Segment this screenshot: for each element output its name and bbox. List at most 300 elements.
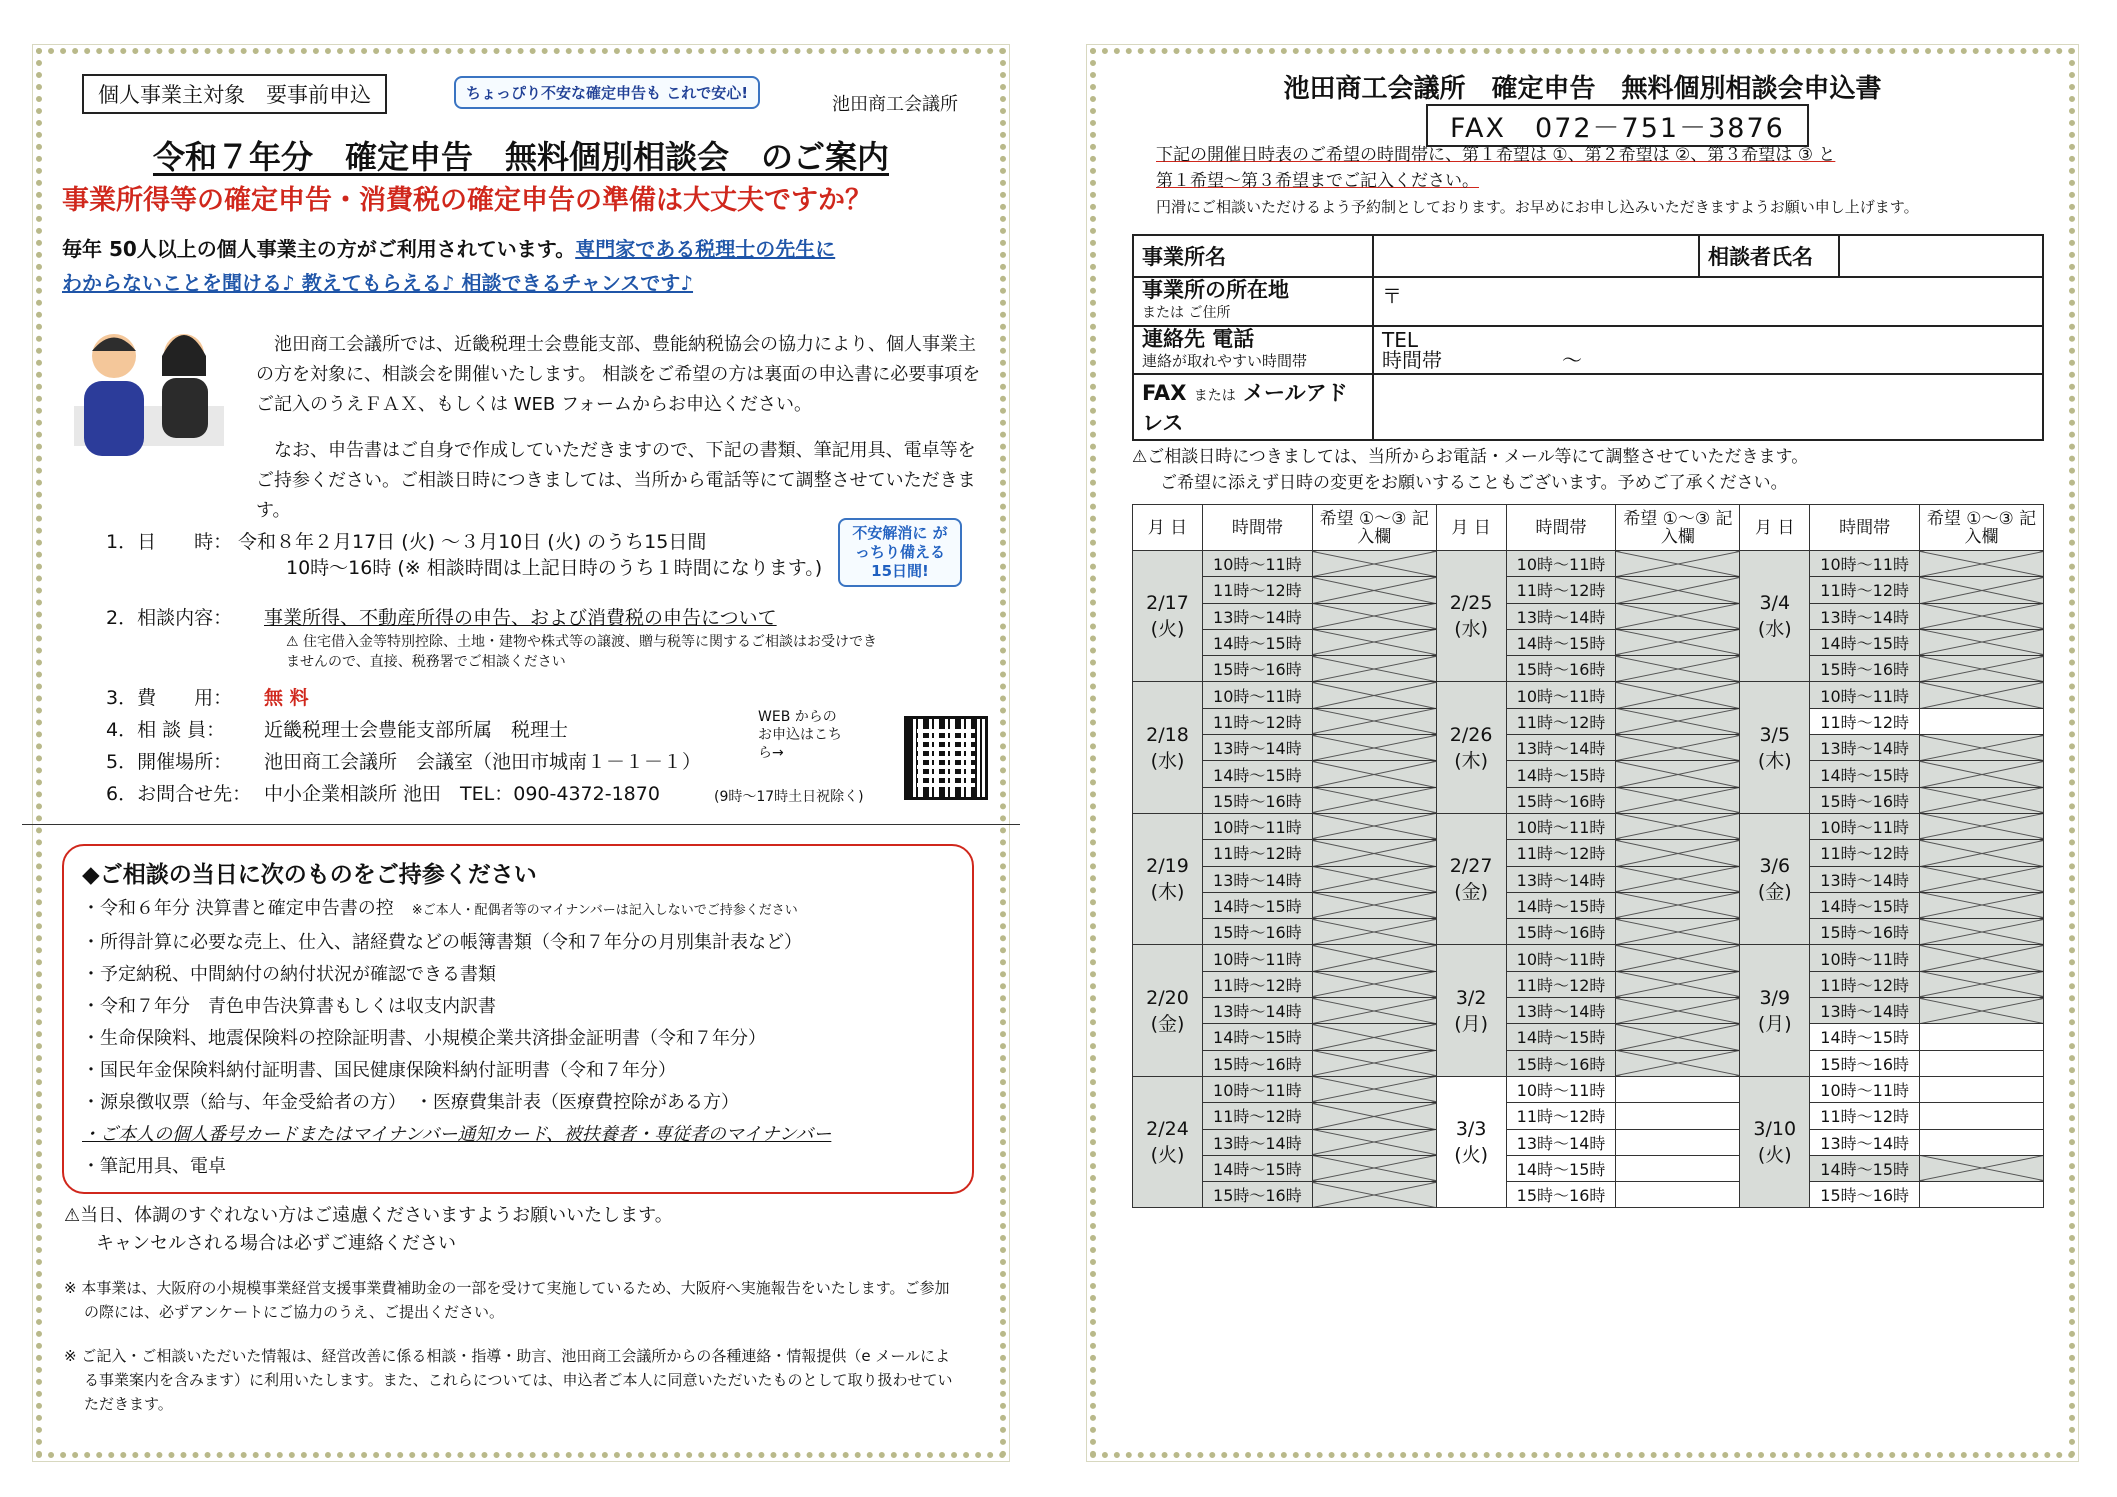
bring-item [82, 893, 954, 927]
wish-unavailable [1616, 629, 1740, 655]
wish-unavailable [1920, 735, 2044, 761]
day-weekday: (金) [1150, 1012, 1185, 1035]
wish-unavailable [1920, 1155, 2044, 1181]
time-slot: 13時～14時 [1810, 866, 1920, 892]
time-slot: 10時～11時 [1506, 1076, 1616, 1102]
time-slot: 10時～11時 [1506, 945, 1616, 971]
wish-input[interactable] [1920, 1103, 2044, 1129]
day-weekday: (金) [1757, 881, 1792, 904]
time-slot: 10時～11時 [1202, 1076, 1312, 1102]
time-slot: 14時～15時 [1506, 1024, 1616, 1050]
wish-unavailable [1920, 682, 2044, 708]
schedule-day [1436, 945, 1506, 1076]
caution-block [64, 1202, 673, 1258]
fee-value: 無 料 [264, 687, 309, 709]
time-slot: 13時～14時 [1202, 866, 1312, 892]
wish-unavailable [1312, 866, 1436, 892]
bring-item: ・生命保険料、地震保険料の控除証明書、小規模企業共済掛金証明書（令和７年分） [82, 1028, 766, 1049]
advisor-value: 近畿税理士会豊能支部所属 税理士 [264, 719, 569, 741]
day-weekday: (火) [1150, 1144, 1185, 1167]
fee-label: 3．費 用： [106, 687, 233, 709]
schedule-body [1133, 551, 2044, 1208]
schedule-row [1133, 945, 2044, 971]
wish-unavailable [1920, 971, 2044, 997]
wish-unavailable [1616, 919, 1740, 945]
schedule-row [1133, 1182, 2044, 1208]
bring-item: ・令和７年分 青色申告決算書もしくは収支内訳書 [82, 996, 496, 1017]
time-slot: 14時～15時 [1506, 1155, 1616, 1181]
name-label: 相談者氏名 [1699, 235, 1839, 277]
wish-unavailable [1312, 919, 1436, 945]
wish-unavailable [1616, 577, 1740, 603]
time-slot: 10時～11時 [1202, 551, 1312, 577]
wish-input[interactable] [1920, 1050, 2044, 1076]
reassure-badge: ちょっぴり不安な確定申告も これで安心! [454, 76, 760, 109]
time-slot: 14時～15時 [1810, 1155, 1920, 1181]
day-weekday: (水) [1454, 618, 1489, 641]
schedule-notice [1132, 444, 1808, 496]
header-day: 月 日 [1740, 505, 1810, 551]
schedule-row [1133, 1103, 2044, 1129]
time-slot: 14時～15時 [1202, 892, 1312, 918]
time-slot: 15時～16時 [1202, 1050, 1312, 1076]
header-wish: 希望 ①～③ 記入欄 [1920, 505, 2044, 551]
fax-email-input[interactable] [1373, 374, 2043, 440]
lead-line-2: わからないことを聞ける♪ 教えてもらえる♪ 相談できるチャンスです♪ [62, 271, 694, 295]
time-slot: 14時～15時 [1506, 892, 1616, 918]
time-slot: 14時～15時 [1810, 1024, 1920, 1050]
day-date: 3/9 [1759, 986, 1791, 1009]
tel-label: TEL [1382, 328, 1418, 352]
wish-unavailable [1920, 603, 2044, 629]
target-label: 個人事業主対象 要事前申込 [82, 74, 387, 114]
wish-unavailable [1616, 945, 1740, 971]
schedule-row [1133, 840, 2044, 866]
time-slot: 13時～14時 [1506, 998, 1616, 1024]
header-day: 月 日 [1436, 505, 1506, 551]
wish-unavailable [1312, 656, 1436, 682]
advisor-label: 4．相 談 員： [106, 719, 226, 741]
wish-unavailable [1312, 708, 1436, 734]
schedule-row [1133, 603, 2044, 629]
schedule-row [1133, 1155, 2044, 1181]
name-input[interactable] [1839, 235, 2043, 277]
time-slot: 15時～16時 [1506, 1050, 1616, 1076]
schedule-row [1133, 787, 2044, 813]
wish-unavailable [1312, 945, 1436, 971]
schedule-row [1133, 813, 2044, 839]
application-page [1090, 48, 2075, 1458]
schedule-row [1133, 682, 2044, 708]
wish-unavailable [1920, 629, 2044, 655]
schedule-row [1133, 1076, 2044, 1102]
wish-unavailable [1920, 945, 2044, 971]
day-weekday: (木) [1454, 749, 1489, 772]
time-slot: 15時～16時 [1810, 919, 1920, 945]
schedule-day [1740, 1076, 1810, 1207]
time-slot: 11時～12時 [1202, 708, 1312, 734]
phone-input[interactable] [1373, 326, 2043, 374]
wish-unavailable [1312, 1155, 1436, 1181]
office-label: 事業所名 [1133, 235, 1373, 277]
bring-items-box [62, 844, 974, 1194]
venue-value: 池田商工会議所 会議室（池田市城南１－１－１） [264, 751, 702, 773]
time-slot: 15時～16時 [1506, 1182, 1616, 1208]
wish-unavailable [1920, 787, 2044, 813]
wish-unavailable [1312, 1182, 1436, 1208]
wish-unavailable [1920, 866, 2044, 892]
time-slot: 15時～16時 [1506, 919, 1616, 945]
wish-unavailable [1312, 840, 1436, 866]
time-slot: 14時～15時 [1202, 629, 1312, 655]
time-slot: 13時～14時 [1506, 1129, 1616, 1155]
wish-unavailable [1312, 1024, 1436, 1050]
time-slot: 13時～14時 [1810, 603, 1920, 629]
time-slot: 11時～12時 [1810, 840, 1920, 866]
woman-body [162, 378, 208, 438]
schedule-day [1436, 682, 1506, 813]
wish-unavailable [1616, 708, 1740, 734]
schedule-day [1133, 813, 1203, 944]
header-time: 時間帯 [1810, 505, 1920, 551]
day-date: 3/3 [1455, 1118, 1487, 1141]
fax-email-label [1133, 374, 1373, 440]
wish-unavailable [1312, 1103, 1436, 1129]
day-date: 2/27 [1449, 855, 1493, 878]
time-slot: 15時～16時 [1202, 656, 1312, 682]
time-slot: 13時～14時 [1810, 1129, 1920, 1155]
day-weekday: (水) [1757, 618, 1792, 641]
lead-line-1: 毎年 50人以上の個人事業主の方がご利用されています。 [62, 237, 576, 261]
time-slot: 14時～15時 [1810, 761, 1920, 787]
day-date: 2/24 [1146, 1118, 1189, 1141]
header-time: 時間帯 [1202, 505, 1312, 551]
day-weekday: (火) [1757, 1144, 1792, 1167]
time-slot: 11時～12時 [1506, 708, 1616, 734]
schedule-day [1133, 1076, 1203, 1207]
time-slot: 13時～14時 [1202, 998, 1312, 1024]
caution-line-2: キャンセルされる場合は必ずご連絡ください [96, 1233, 456, 1254]
instruction-line-1: 下記の開催日時表のご希望の時間帯に、第１希望は ①、第２希望は ②、第３希望は ③ と [1156, 145, 1836, 165]
time-slot: 15時～16時 [1202, 787, 1312, 813]
contact-label [1133, 326, 1373, 374]
schedule-day [1133, 682, 1203, 813]
schedule-row [1133, 892, 2044, 918]
form-title: 池田商工会議所 確定申告 無料個別相談会申込書 [1283, 74, 1882, 104]
schedule-row [1133, 708, 2044, 734]
schedule-row [1133, 735, 2044, 761]
wish-unavailable [1312, 682, 1436, 708]
instruction-line-2: 第１希望～第３希望までご記入ください。 [1156, 171, 1479, 191]
time-slot: 13時～14時 [1810, 998, 1920, 1024]
date-badge: 不安解消に がっちり備える 15日間! [838, 518, 962, 587]
wish-unavailable [1616, 1024, 1740, 1050]
bring-item: ・所得計算に必要な売上、仕入、諸経費などの帳簿書類（令和７年分の月別集計表など） [82, 932, 802, 953]
bring-item: ・筆記用具、電卓 [82, 1156, 226, 1177]
day-weekday: (木) [1757, 749, 1792, 772]
wish-unavailable [1920, 998, 2044, 1024]
footnote-1: ※ 本事業は、大阪府の小規模事業経営支援事業費補助金の一部を受けて実施しているため、大阪府へ実施報告をいたします。ご参加の際には、必ずアンケートにご協力のうえ、ご提出ください。 [64, 1279, 950, 1321]
time-slot: 13時～14時 [1202, 735, 1312, 761]
day-weekday: (金) [1454, 881, 1489, 904]
wish-input[interactable] [1920, 1024, 2044, 1050]
schedule-row [1133, 551, 2044, 577]
bring-heading: ◆ご相談の当日に次のものをご持参ください [82, 862, 537, 888]
header-time: 時間帯 [1506, 505, 1616, 551]
time-slot: 11時～12時 [1810, 708, 1920, 734]
bring-item-note: ※ご本人・配偶者等のマイナンバーは記入しないでご持参ください [411, 903, 798, 918]
wish-unavailable [1616, 603, 1740, 629]
web-label: WEB からの お申込はこちら→ [758, 709, 842, 761]
wish-unavailable [1920, 577, 2044, 603]
day-date: 2/26 [1449, 723, 1493, 746]
wish-input[interactable] [1920, 1129, 2044, 1155]
day-weekday: (火) [1150, 618, 1185, 641]
day-date: 3/2 [1455, 986, 1487, 1009]
wish-unavailable [1616, 656, 1740, 682]
bring-item: ・国民年金保険料納付証明書、国民健康保険料納付証明書（令和７年分） [82, 1060, 676, 1081]
schedule-day [1740, 945, 1810, 1076]
time-slot: 11時～12時 [1810, 1103, 1920, 1129]
day-date: 3/5 [1759, 723, 1791, 746]
wish-unavailable [1920, 551, 2044, 577]
applicant-form [1132, 234, 2044, 441]
instructions [1156, 142, 1919, 220]
wish-unavailable [1312, 787, 1436, 813]
schedule-table [1132, 504, 2044, 1208]
bring-list [82, 893, 954, 1183]
contact-label: 6．お問合せ先： [106, 783, 252, 805]
schedule-day [1436, 551, 1506, 682]
time-slot: 15時～16時 [1506, 656, 1616, 682]
wish-input[interactable] [1616, 1182, 1740, 1208]
schedule-day [1133, 945, 1203, 1076]
caution-line-1: ⚠当日、体調のすぐれない方はご遠慮くださいますようお願いいたします。 [64, 1205, 673, 1226]
wish-unavailable [1920, 919, 2044, 945]
wish-unavailable [1312, 892, 1436, 918]
day-date: 2/19 [1146, 855, 1189, 878]
timeband-label: 時間帯 [1382, 348, 1442, 372]
time-slot: 15時～16時 [1810, 1050, 1920, 1076]
day-weekday: (木) [1150, 881, 1185, 904]
wish-unavailable [1616, 813, 1740, 839]
wish-unavailable [1312, 1076, 1436, 1102]
time-slot: 10時～11時 [1506, 682, 1616, 708]
time-slot: 13時～14時 [1202, 603, 1312, 629]
schedule-day [1436, 813, 1506, 944]
schedule-row [1133, 629, 2044, 655]
schedule-row [1133, 1050, 2044, 1076]
wish-unavailable [1312, 971, 1436, 997]
schedule-day [1740, 682, 1810, 813]
day-weekday: (月) [1757, 1012, 1792, 1035]
time-slot: 14時～15時 [1810, 892, 1920, 918]
fax-number: FAX 072－751－3876 [1426, 104, 1809, 147]
time-slot: 14時～15時 [1202, 761, 1312, 787]
content-label: 2．相談内容： [106, 607, 233, 629]
time-slot: 10時～11時 [1810, 813, 1920, 839]
schedule-row [1133, 761, 2044, 787]
page-subtitle: 事業所得等の確定申告・消費税の確定申告の準備は大丈夫ですか？ [62, 185, 872, 216]
divider [22, 824, 1020, 825]
footnote-2: ※ ご記入・ご相談いただいた情報は、経営改善に係る相談・指導・助言、池田商工会議所からの各種連絡・情報提供（e メールによる事業案内を含みます）に利用いたします。また、これらについては、申込者ご本人に同意いただいたものとして取り扱わせていただきます。 [64, 1347, 953, 1413]
contact-value: 中小企業相談所 池田 TEL：090-4372-1870 [264, 783, 660, 805]
wish-unavailable [1312, 1050, 1436, 1076]
contact-label-sub: 連絡が取れやすい時間帯 [1142, 352, 1308, 370]
schedule-day [1436, 1076, 1506, 1207]
woman-hair [162, 335, 206, 376]
day-weekday: (火) [1454, 1144, 1489, 1167]
wish-unavailable [1616, 1050, 1740, 1076]
time-slot: 13時～14時 [1506, 603, 1616, 629]
time-slot: 15時～16時 [1810, 656, 1920, 682]
wish-unavailable [1312, 735, 1436, 761]
wish-unavailable [1616, 761, 1740, 787]
time-slot: 10時～11時 [1810, 551, 1920, 577]
wish-unavailable [1312, 998, 1436, 1024]
time-slot: 13時～14時 [1506, 866, 1616, 892]
bring-item-text: ・令和６年分 決算書と確定申告書の控 [82, 898, 394, 919]
time-slot: 15時～16時 [1810, 787, 1920, 813]
time-slot: 11時～12時 [1810, 971, 1920, 997]
header-wish: 希望 ①～③ 記入欄 [1616, 505, 1740, 551]
address-input[interactable] [1373, 277, 2043, 326]
header-wish: 希望 ①～③ 記入欄 [1312, 505, 1436, 551]
wish-input[interactable] [1920, 708, 2044, 734]
time-slot: 11時～12時 [1506, 1103, 1616, 1129]
wish-unavailable [1616, 735, 1740, 761]
office-input[interactable] [1373, 235, 1699, 277]
wish-unavailable [1616, 892, 1740, 918]
day-weekday: (月) [1454, 1012, 1489, 1035]
day-date: 2/17 [1146, 592, 1189, 615]
info-page [36, 48, 1006, 1458]
tilde-mark: ～ [1562, 348, 1582, 372]
schedule-header-row [1133, 505, 2044, 551]
day-date: 3/10 [1753, 1118, 1797, 1141]
bring-item: ・源泉徴収票（給与、年金受給者の方） ・医療費集計表（医療費控除がある方） [82, 1092, 739, 1113]
wish-unavailable [1920, 656, 2044, 682]
schedule-row [1133, 919, 2044, 945]
time-slot: 10時～11時 [1202, 813, 1312, 839]
wish-unavailable [1312, 551, 1436, 577]
header-day: 月 日 [1133, 505, 1203, 551]
schedule-row [1133, 998, 2044, 1024]
time-slot: 11時～12時 [1506, 840, 1616, 866]
contact-label-main: 連絡先 電話 [1142, 327, 1255, 351]
day-date: 3/6 [1759, 855, 1791, 878]
bring-item: ・予定納税、中間納付の納付状況が確認できる書類 [82, 964, 496, 985]
postal-mark: 〒 [1382, 284, 1402, 308]
fax-or-label: または [1193, 388, 1236, 404]
content-value: 事業所得、不動産所得の申告、および消費税の申告について [264, 607, 777, 629]
intro-paragraph-1: 池田商工会議所では、近畿税理士会豊能支部、豊能納税協会の協力により、個人事業主の方を対象に、相談会を開催いたします。 相談をご希望の方は裏面の申込書に必要事項をご記入のうえＦＡＸ、もしくは WEB フォームからお申込ください。 [256, 334, 981, 415]
qr-code[interactable] [904, 716, 988, 800]
email-label: メールアドレス [1142, 381, 1348, 435]
time-slot: 15時～16時 [1506, 787, 1616, 813]
wish-unavailable [1920, 892, 2044, 918]
time-slot: 10時～11時 [1202, 945, 1312, 971]
schedule-day [1740, 813, 1810, 944]
time-slot: 11時～12時 [1202, 1103, 1312, 1129]
wish-unavailable [1616, 971, 1740, 997]
venue-label: 5．開催場所： [106, 751, 233, 773]
day-date: 2/25 [1449, 592, 1493, 615]
time-slot: 10時～11時 [1810, 1076, 1920, 1102]
time-slot: 15時～16時 [1202, 1182, 1312, 1208]
time-slot: 10時～11時 [1810, 945, 1920, 971]
time-slot: 14時～15時 [1506, 629, 1616, 655]
wish-unavailable [1312, 577, 1436, 603]
bring-item: ・ご本人の個人番号カードまたはマイナンバー通知カード、被扶養者・専従者のマイナンバー [82, 1124, 832, 1145]
time-slot: 10時～11時 [1506, 551, 1616, 577]
wish-input[interactable] [1616, 1155, 1740, 1181]
time-slot: 15時～16時 [1202, 919, 1312, 945]
wish-unavailable [1312, 629, 1436, 655]
wish-input[interactable] [1920, 1076, 2044, 1102]
wish-unavailable [1616, 866, 1740, 892]
man-body [84, 381, 144, 456]
time-slot: 10時～11時 [1202, 682, 1312, 708]
wish-input[interactable] [1616, 1076, 1740, 1102]
fax-label: FAX [1142, 381, 1187, 405]
time-slot: 14時～15時 [1506, 761, 1616, 787]
time-slot: 10時～11時 [1506, 813, 1616, 839]
day-date: 2/18 [1146, 723, 1189, 746]
wish-unavailable [1312, 761, 1436, 787]
time-slot: 14時～15時 [1202, 1155, 1312, 1181]
wish-input[interactable] [1920, 1182, 2044, 1208]
time-value: 10時～16時 (※ 相談時間は上記日時のうち１時間になります。) [286, 557, 823, 579]
date-value: 令和８年２月17日 (火) ～３月10日 (火) のうち15日間 [238, 531, 707, 553]
schedule-row [1133, 971, 2044, 997]
wish-unavailable [1616, 787, 1740, 813]
contact-note: (9時～17時土日祝除く) [714, 789, 864, 805]
wish-unavailable [1312, 813, 1436, 839]
notice-line-2: ご希望に添えず日時の変更をお願いすることもございます。予めご了承ください。 [1160, 473, 1788, 493]
wish-input[interactable] [1616, 1103, 1740, 1129]
schedule-row [1133, 656, 2044, 682]
time-slot: 11時～12時 [1506, 971, 1616, 997]
man-hair [92, 338, 136, 352]
wish-unavailable [1312, 1129, 1436, 1155]
schedule-row [1133, 1024, 2044, 1050]
lead-text [62, 232, 982, 300]
wish-unavailable [1616, 682, 1740, 708]
time-slot: 11時～12時 [1202, 971, 1312, 997]
time-slot: 14時～15時 [1810, 629, 1920, 655]
time-slot: 11時～12時 [1202, 840, 1312, 866]
time-slot: 13時～14時 [1810, 735, 1920, 761]
address-label-sub: または ご住所 [1142, 305, 1231, 321]
time-slot: 15時～16時 [1810, 1182, 1920, 1208]
day-date: 3/4 [1759, 592, 1791, 615]
wish-unavailable [1616, 840, 1740, 866]
page-title: 令和７年分 確定申告 無料個別相談会 のご案内 [152, 138, 889, 176]
time-slot: 11時～12時 [1202, 577, 1312, 603]
schedule-row [1133, 1129, 2044, 1155]
intro-paragraph-2: なお、申告書はご自身で作成していただきますので、下記の書類、筆記用具、電卓等をご持参ください。ご相談日時につきましては、当所から電話等にて調整させていただきます。 [256, 440, 976, 521]
wish-unavailable [1312, 603, 1436, 629]
day-date: 2/20 [1146, 986, 1189, 1009]
instruction-line-3: 円滑にご相談いただけるよう予約制としております。お早めにお申し込みいただきますようお願い申し上げます。 [1156, 198, 1919, 216]
wish-unavailable [1616, 998, 1740, 1024]
consultation-illustration [64, 316, 234, 466]
wish-input[interactable] [1616, 1129, 1740, 1155]
org-name: 池田商工会議所 [832, 94, 958, 115]
schedule-day [1133, 551, 1203, 682]
date-label: 1．日 時： [106, 531, 233, 553]
